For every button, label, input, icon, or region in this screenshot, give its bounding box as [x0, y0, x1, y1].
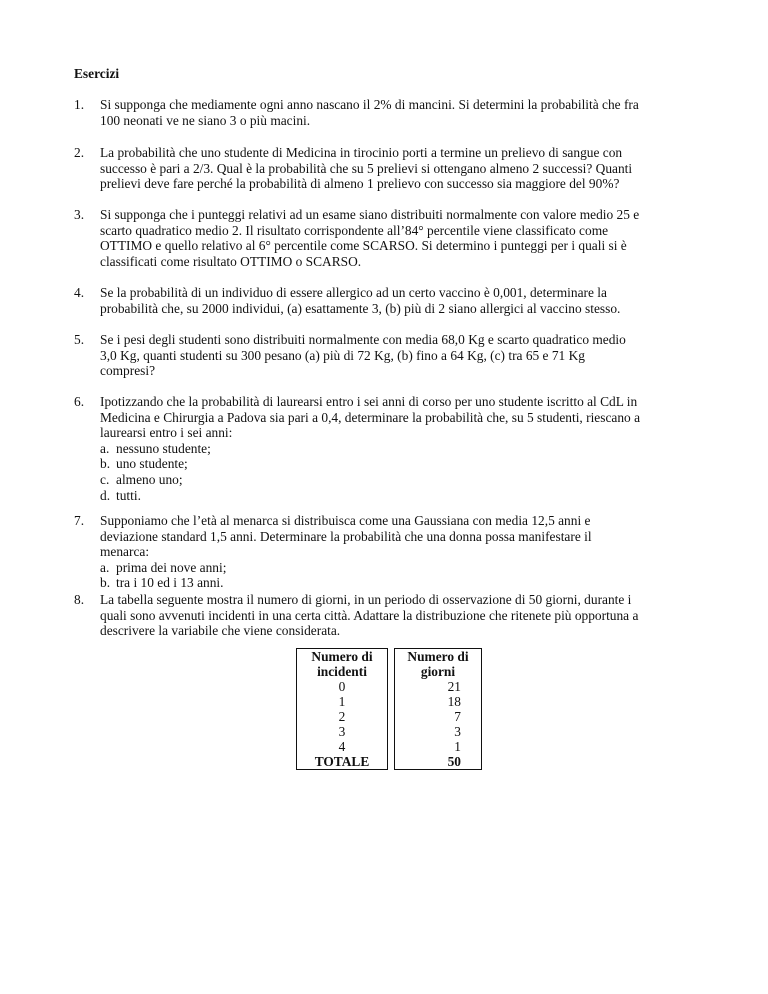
column-gap: [388, 679, 395, 694]
list-marker: a.: [100, 440, 110, 456]
cell-giorni: 7: [395, 709, 482, 724]
text-line: La probabilità che uno studente di Medicina in tirocinio porti a termine un prelievo di sangue con: [100, 145, 623, 160]
list-marker: b.: [100, 456, 111, 472]
exercise-2: [74, 145, 694, 192]
table-row: [297, 709, 482, 724]
header-text: incidenti: [317, 664, 367, 679]
cell-giorni: 18: [395, 694, 482, 709]
cell-incidenti: 1: [297, 694, 388, 709]
column-gap: [388, 739, 395, 754]
list-item-text: tra i 10 ed i 13 anni.: [116, 575, 224, 591]
exercise-number: 4.: [74, 285, 85, 300]
total-value: 50: [395, 754, 482, 770]
list-item-text: tutti.: [116, 487, 141, 503]
header-text: Numero di: [311, 649, 373, 664]
table-row: [297, 679, 482, 694]
list-item-text: uno studente;: [116, 456, 188, 472]
exercise-text: [100, 145, 694, 192]
total-label: TOTALE: [297, 754, 388, 770]
exercise-number: 3.: [74, 207, 85, 222]
text-line: Se la probabilità di un individuo di essere allergico ad un certo vaccino è 0,001, determinare la: [100, 285, 607, 300]
list-item: [100, 488, 694, 504]
text-line: Ipotizzando che la probabilità di laurearsi entro i sei anni di corso per uno studente iscritto al CdL in: [100, 394, 638, 409]
list-item: [100, 441, 694, 457]
text-line: laurearsi entro i sei anni:: [100, 425, 233, 441]
cell-giorni: 3: [395, 724, 482, 739]
exercise-number: 1.: [74, 97, 85, 112]
header-giorni: [395, 649, 482, 680]
exercise-text: [100, 592, 694, 639]
text-line: Si supponga che mediamente ogni anno nascano il 2% di mancini. Si determini la probabilità che fra: [100, 97, 639, 112]
exercise-text: [100, 97, 694, 128]
exercise-5: [74, 332, 694, 379]
column-gap: [388, 709, 395, 724]
exercise-text: [100, 207, 694, 269]
cell-incidenti: 0: [297, 679, 388, 694]
list-marker: a.: [100, 559, 110, 575]
column-gap: [388, 754, 395, 770]
text-line: 3,0 Kg, quanti studenti su 300 pesano (a) più di 72 Kg, (b) fino a 64 Kg, (c) tra 65 e 71 Kg: [100, 347, 585, 363]
text-line: La tabella seguente mostra il numero di giorni, in un periodo di osservazione di 50 giorni, durante i: [100, 592, 632, 607]
text-line: OTTIMO e quello relativo al 6° percentile come SCARSO. Si determino i punteggi per i quali si è: [100, 238, 627, 254]
page-heading: Esercizi: [74, 66, 120, 81]
header-incidenti: [297, 649, 388, 680]
exercise-text: [100, 332, 694, 379]
exercise-6: [74, 394, 694, 503]
exercise-number: 2.: [74, 145, 85, 160]
text-line: prelievi deve fare perché la probabilità di almeno 1 prelievo con successo sia maggiore del 90%?: [100, 176, 620, 192]
exercise-3: [74, 207, 694, 269]
header-text: Numero di: [407, 649, 469, 664]
list-item: [100, 575, 694, 591]
incidents-table: [296, 648, 482, 770]
text-line: 100 neonati ve ne siano 3 o più macini.: [100, 112, 311, 128]
text-line: descrivere la variabile che viene considerata.: [100, 623, 341, 639]
text-line: scarto quadratico medio 2. Il risultato corrispondente all’84° percentile viene classificato come: [100, 222, 609, 238]
list-item: [100, 560, 694, 576]
text-line: deviazione standard 1,5 anni. Determinare la probabilità che una donna possa manifestare il: [100, 528, 592, 544]
text-line: menarca:: [100, 544, 150, 560]
text-line: Si supponga che i punteggi relativi ad un esame siano distribuiti normalmente con valore medio 25 e: [100, 207, 640, 222]
exercise-text: [100, 285, 694, 316]
text-line: classificati come risultato OTTIMO o SCARSO.: [100, 253, 362, 269]
table-row: [297, 739, 482, 754]
exercise-number: 8.: [74, 592, 85, 607]
exercise-text: [100, 394, 694, 503]
cell-incidenti: 3: [297, 724, 388, 739]
cell-incidenti: 2: [297, 709, 388, 724]
exercise-number: 5.: [74, 332, 85, 347]
column-gap: [388, 724, 395, 739]
exercise-4: [74, 285, 694, 316]
text-line: compresi?: [100, 363, 156, 379]
text-line: Se i pesi degli studenti sono distribuiti normalmente con media 68,0 Kg e scarto quadratico medio: [100, 332, 626, 347]
exercise-1: [74, 97, 694, 128]
header-text: giorni: [420, 664, 456, 679]
list-item-text: almeno uno;: [116, 471, 183, 487]
list-item-text: nessuno studente;: [116, 440, 211, 456]
list-marker: b.: [100, 575, 111, 591]
text-line: probabilità che, su 2000 individui, (a) esattamente 3, (b) più di 2 siano allergici al vaccino stesso.: [100, 300, 621, 316]
list-item: [100, 472, 694, 488]
text-line: Supponiamo che l’età al menarca si distribuisca come una Gaussiana con media 12,5 anni e: [100, 513, 591, 528]
table-header-row: [297, 649, 482, 680]
text-line: successo è pari a 2/3. Qual è la probabilità che su 5 prelievi si ottengano almeno 2 successi? Quanti: [100, 160, 633, 176]
list-item-text: prima dei nove anni;: [116, 559, 227, 575]
exercise-8: [74, 592, 694, 639]
cell-giorni: 21: [395, 679, 482, 694]
list-marker: d.: [100, 487, 111, 503]
column-gap: [388, 649, 395, 680]
exercise-7: [74, 513, 694, 591]
text-line: quali sono avvenuti incidenti in una certa città. Adattare la distribuzione che ritenete più opportuna a: [100, 607, 639, 623]
cell-giorni: 1: [395, 739, 482, 754]
exercise-text: [100, 513, 694, 591]
table-row: [297, 724, 482, 739]
table-total-row: [297, 754, 482, 770]
cell-incidenti: 4: [297, 739, 388, 754]
text-line: Medicina e Chirurgia a Padova sia pari a 0,4, determinare la probabilità che, su 5 studenti, riescano a: [100, 409, 641, 425]
list-marker: c.: [100, 471, 110, 487]
exercise-number: 7.: [74, 513, 85, 528]
exercise-number: 6.: [74, 394, 85, 409]
column-gap: [388, 694, 395, 709]
list-item: [100, 456, 694, 472]
table-row: [297, 694, 482, 709]
